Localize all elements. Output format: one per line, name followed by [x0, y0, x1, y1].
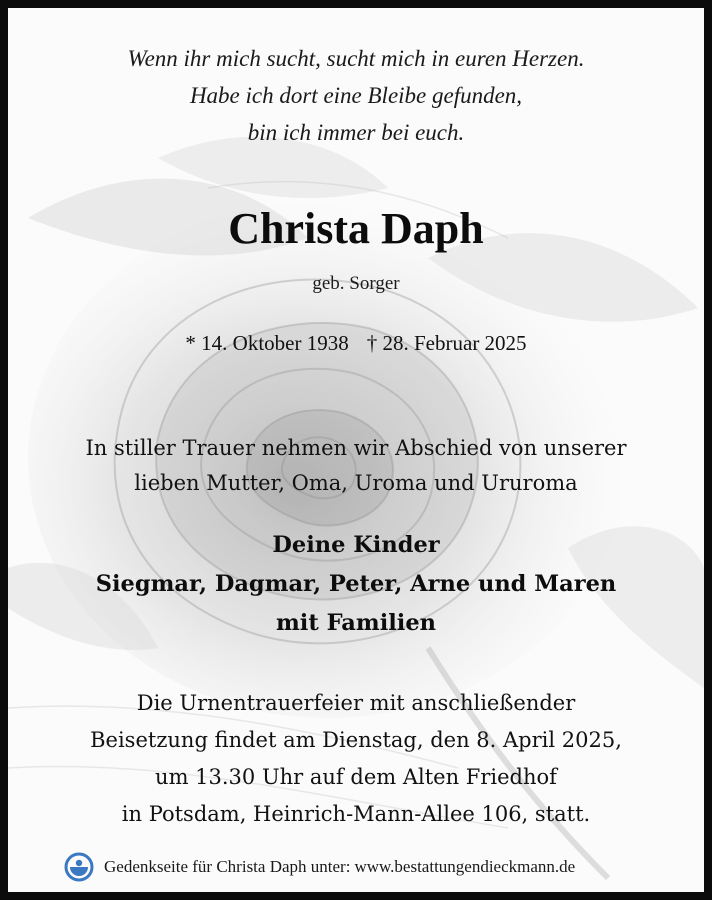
poem-line: bin ich immer bei euch. — [247, 120, 465, 145]
memorial-link[interactable] — [104, 857, 575, 877]
notice-content — [8, 8, 704, 892]
birth-date: * 14. Oktober 1938 — [185, 331, 349, 355]
announcement-line: In stiller Trauer nehmen wir Abschied von unserer — [85, 436, 627, 460]
announcement-line: lieben Mutter, Oma, Uroma und Ururoma — [134, 471, 578, 495]
deceased-name: Christa Daph — [228, 204, 484, 253]
death-date: † 28. Februar 2025 — [366, 331, 527, 355]
ceremony-line: Die Urnentrauerfeier mit anschließender — [136, 691, 576, 715]
poem-line: Habe ich dort eine Bleibe gefunden, — [189, 83, 523, 108]
ceremony-line: um 13.30 Uhr auf dem Alten Friedhof — [155, 765, 557, 789]
family-line: mit Familien — [275, 610, 437, 636]
family-line: Deine Kinder — [272, 532, 440, 558]
ceremony-line: Beisetzung findet am Dienstag, den 8. April 2025, — [90, 728, 622, 752]
birth-name: geb. Sorger — [312, 273, 400, 294]
poem-line: Wenn ihr mich sucht, sucht mich in euren Herzen. — [127, 46, 585, 71]
life-dates — [8, 331, 704, 356]
memorial-url[interactable]: www.bestattungendieckmann.de — [354, 857, 576, 876]
memorial-logo-icon — [64, 852, 94, 882]
ceremony-line: in Potsdam, Heinrich-Mann-Allee 106, statt. — [121, 802, 591, 826]
memorial-label: Gedenkseite für Christa Daph unter: — [104, 857, 351, 876]
memorial-footer — [64, 852, 575, 882]
family-line: Siegmar, Dagmar, Peter, Arne und Maren — [95, 571, 617, 597]
